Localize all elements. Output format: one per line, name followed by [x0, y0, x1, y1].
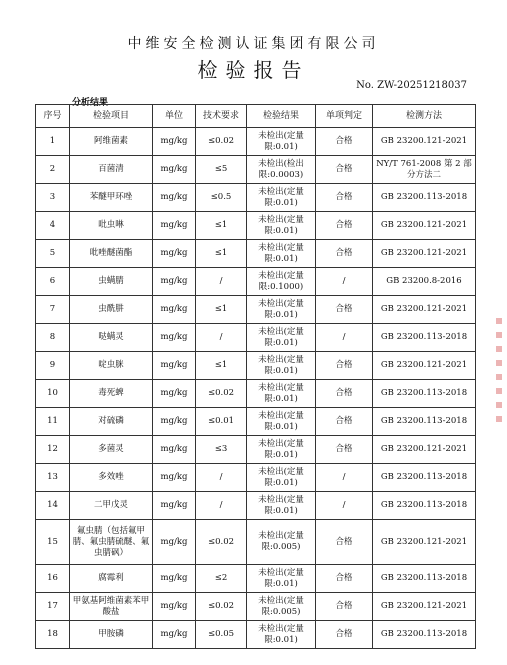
section-title: 分析结果 [72, 98, 109, 108]
organization-name: 中维安全检测认证集团有限公司 [127, 36, 380, 52]
unit: mg/kg [153, 492, 196, 520]
table-row [36, 212, 476, 240]
test-item: 虫酰肼 [70, 296, 153, 324]
requirement: ≤1 [196, 296, 247, 324]
unit: mg/kg [153, 156, 196, 184]
judgement: 合格 [316, 380, 373, 408]
requirement: ≤0.5 [196, 184, 247, 212]
test-method: GB 23200.113-2018 [373, 464, 476, 492]
report-number: No. ZW-20251218037 [356, 80, 467, 91]
judgement: 合格 [316, 296, 373, 324]
test-item: 多菌灵 [70, 436, 153, 464]
unit: mg/kg [153, 296, 196, 324]
requirement: ≤0.02 [196, 520, 247, 565]
table-row [36, 268, 476, 296]
unit: mg/kg [153, 436, 196, 464]
row-number: 18 [36, 621, 70, 649]
test-result: 未检出(定量限:0.01) [247, 408, 316, 436]
test-item: 二甲戊灵 [70, 492, 153, 520]
table-row [36, 296, 476, 324]
test-result: 未检出(定量限:0.01) [247, 621, 316, 649]
requirement: / [196, 464, 247, 492]
test-method: GB 23200.121-2021 [373, 212, 476, 240]
column-header: 检测方法 [373, 105, 476, 128]
table-row [36, 380, 476, 408]
row-number: 7 [36, 296, 70, 324]
test-item: 多效唑 [70, 464, 153, 492]
test-method: GB 23200.113-2018 [373, 492, 476, 520]
test-result: 未检出(定量限:0.01) [247, 464, 316, 492]
row-number: 10 [36, 380, 70, 408]
table-row [36, 128, 476, 156]
seal-stamp-edge [496, 318, 502, 428]
test-result: 未检出(定量限:0.01) [247, 565, 316, 593]
table-row [36, 492, 476, 520]
column-header: 技术要求 [196, 105, 247, 128]
table-row [36, 240, 476, 268]
test-method: GB 23200.113-2018 [373, 408, 476, 436]
unit: mg/kg [153, 240, 196, 268]
test-item: 氟虫腈（包括氟甲腈、氟虫腈硫醚、氟虫腈砜） [70, 520, 153, 565]
judgement: / [316, 324, 373, 352]
test-item: 甲胺磷 [70, 621, 153, 649]
table-row [36, 593, 476, 621]
unit: mg/kg [153, 380, 196, 408]
table-row [36, 520, 476, 565]
column-header: 检验项目 [70, 105, 153, 128]
row-number: 3 [36, 184, 70, 212]
row-number: 17 [36, 593, 70, 621]
row-number: 2 [36, 156, 70, 184]
test-method: GB 23200.113-2018 [373, 565, 476, 593]
judgement: 合格 [316, 593, 373, 621]
table-row [36, 408, 476, 436]
results-table [35, 104, 476, 649]
row-number: 14 [36, 492, 70, 520]
unit: mg/kg [153, 352, 196, 380]
test-method: GB 23200.113-2018 [373, 324, 476, 352]
table-row [36, 464, 476, 492]
test-method: GB 23200.113-2018 [373, 184, 476, 212]
requirement: / [196, 268, 247, 296]
row-number: 11 [36, 408, 70, 436]
table-row [36, 352, 476, 380]
test-result: 未检出(定量限:0.005) [247, 593, 316, 621]
row-number: 9 [36, 352, 70, 380]
unit: mg/kg [153, 128, 196, 156]
unit: mg/kg [153, 520, 196, 565]
test-method: GB 23200.121-2021 [373, 436, 476, 464]
table-row [36, 156, 476, 184]
requirement: ≤1 [196, 240, 247, 268]
test-item: 啶虫脒 [70, 352, 153, 380]
requirement: ≤0.02 [196, 593, 247, 621]
test-item: 对硫磷 [70, 408, 153, 436]
judgement: 合格 [316, 156, 373, 184]
judgement: / [316, 464, 373, 492]
judgement: / [316, 268, 373, 296]
test-method: GB 23200.121-2021 [373, 240, 476, 268]
test-result: 未检出(定量限:0.01) [247, 436, 316, 464]
judgement: 合格 [316, 520, 373, 565]
judgement: 合格 [316, 212, 373, 240]
row-number: 12 [36, 436, 70, 464]
column-header: 序号 [36, 105, 70, 128]
unit: mg/kg [153, 621, 196, 649]
row-number: 15 [36, 520, 70, 565]
unit: mg/kg [153, 184, 196, 212]
test-method: GB 23200.121-2021 [373, 128, 476, 156]
row-number: 13 [36, 464, 70, 492]
row-number: 16 [36, 565, 70, 593]
requirement: / [196, 492, 247, 520]
row-number: 1 [36, 128, 70, 156]
judgement: 合格 [316, 128, 373, 156]
requirement: ≤1 [196, 212, 247, 240]
test-item: 阿维菌素 [70, 128, 153, 156]
judgement: 合格 [316, 240, 373, 268]
test-method: NY/T 761-2008 第 2 部分方法二 [373, 156, 476, 184]
requirement: ≤0.02 [196, 128, 247, 156]
unit: mg/kg [153, 408, 196, 436]
test-result: 未检出(定量限:0.01) [247, 380, 316, 408]
requirement: ≤0.05 [196, 621, 247, 649]
test-item: 腐霉利 [70, 565, 153, 593]
unit: mg/kg [153, 324, 196, 352]
table-row [36, 436, 476, 464]
table-row [36, 565, 476, 593]
requirement: ≤0.01 [196, 408, 247, 436]
test-result: 未检出(定量限:0.01) [247, 296, 316, 324]
judgement: 合格 [316, 565, 373, 593]
unit: mg/kg [153, 593, 196, 621]
test-result: 未检出(定量限:0.005) [247, 520, 316, 565]
row-number: 8 [36, 324, 70, 352]
test-method: GB 23200.121-2021 [373, 520, 476, 565]
judgement: 合格 [316, 408, 373, 436]
requirement: ≤3 [196, 436, 247, 464]
judgement: 合格 [316, 184, 373, 212]
test-method: GB 23200.121-2021 [373, 296, 476, 324]
test-method: GB 23200.8-2016 [373, 268, 476, 296]
table-row [36, 184, 476, 212]
row-number: 4 [36, 212, 70, 240]
unit: mg/kg [153, 212, 196, 240]
test-result: 未检出(定量限:0.1000) [247, 268, 316, 296]
test-item: 哒螨灵 [70, 324, 153, 352]
test-item: 甲氨基阿维菌素苯甲酸盐 [70, 593, 153, 621]
table-header-row [36, 105, 476, 128]
test-method: GB 23200.113-2018 [373, 621, 476, 649]
unit: mg/kg [153, 565, 196, 593]
test-result: 未检出(定量限:0.01) [247, 240, 316, 268]
test-method: GB 23200.113-2018 [373, 380, 476, 408]
test-result: 未检出(定量限:0.01) [247, 128, 316, 156]
row-number: 6 [36, 268, 70, 296]
requirement: ≤1 [196, 352, 247, 380]
requirement: / [196, 324, 247, 352]
requirement: ≤2 [196, 565, 247, 593]
test-item: 虫螨腈 [70, 268, 153, 296]
test-result: 未检出(检出限:0.0003) [247, 156, 316, 184]
unit: mg/kg [153, 464, 196, 492]
judgement: 合格 [316, 621, 373, 649]
requirement: ≤5 [196, 156, 247, 184]
requirement: ≤0.02 [196, 380, 247, 408]
table-row [36, 621, 476, 649]
test-result: 未检出(定量限:0.01) [247, 352, 316, 380]
test-result: 未检出(定量限:0.01) [247, 324, 316, 352]
column-header: 单项判定 [316, 105, 373, 128]
report-title: 检验报告 [197, 58, 310, 82]
test-method: GB 23200.121-2021 [373, 593, 476, 621]
judgement: 合格 [316, 436, 373, 464]
test-item: 毒死蜱 [70, 380, 153, 408]
test-item: 吡唑醚菌酯 [70, 240, 153, 268]
table-row [36, 324, 476, 352]
test-result: 未检出(定量限:0.01) [247, 492, 316, 520]
judgement: 合格 [316, 352, 373, 380]
judgement: / [316, 492, 373, 520]
test-item: 苯醚甲环唑 [70, 184, 153, 212]
column-header: 检验结果 [247, 105, 316, 128]
column-header: 单位 [153, 105, 196, 128]
test-item: 百菌清 [70, 156, 153, 184]
unit: mg/kg [153, 268, 196, 296]
test-result: 未检出(定量限:0.01) [247, 184, 316, 212]
test-method: GB 23200.121-2021 [373, 352, 476, 380]
row-number: 5 [36, 240, 70, 268]
test-result: 未检出(定量限:0.01) [247, 212, 316, 240]
test-item: 吡虫啉 [70, 212, 153, 240]
